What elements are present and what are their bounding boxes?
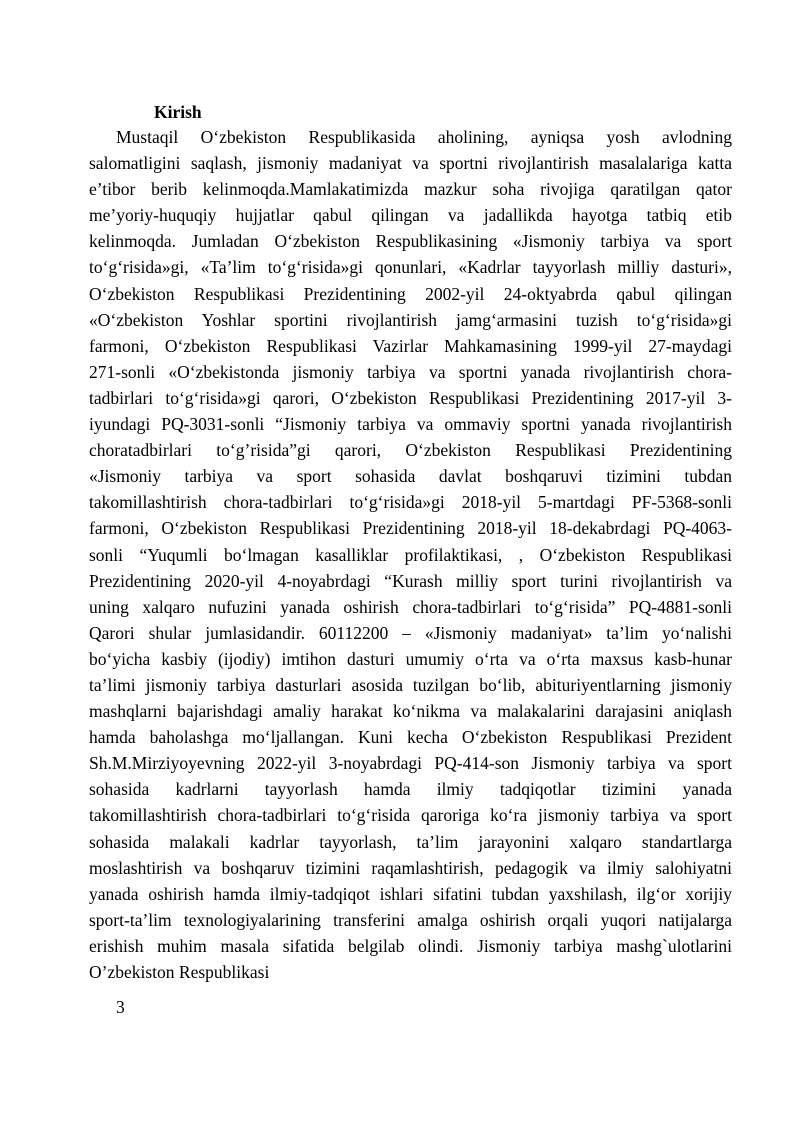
text-line: e’tibor berib kelinmoqda.Mamlakatimizda mazkur soha rivojiga qaratilgan qator bbox=[89, 179, 732, 200]
text-line: yanada oshirish hamda ilmiy-tadqiqot ishlari sifatini tubdan yaxshilash, ilg‘or xorijiy bbox=[89, 883, 732, 904]
text-line: 271-sonli «O‘zbekistonda jismoniy tarbiya va sportni yanada rivojlantirish chora- bbox=[89, 361, 732, 382]
text-line: erishish muhim masala sifatida belgilab olindi. Jismoniy tarbiya mashg`ulotlarini bbox=[89, 935, 732, 956]
text-line: «Jismoniy tarbiya va sport sohasida davlat boshqaruvi tizimini tubdan bbox=[89, 466, 732, 487]
text-line: mashqlarni bajarishdagi amaliy harakat ko‘nikma va malakalarini darajasini aniqlash bbox=[89, 701, 732, 722]
text-line: Qarori shular jumlasidandir. 60112200 – «Jismoniy madaniyat» ta’lim yo‘nalishi bbox=[89, 622, 732, 643]
text-line: ta’limi jismoniy tarbiya dasturlari asosida tuzilgan bo‘lib, abituriyentlarning jismoniy bbox=[89, 674, 732, 695]
text-line: tadbirlari to‘g‘risida»gi qarori, O‘zbekiston Respublikasi Prezidentining 2017-yil 3- bbox=[89, 387, 732, 408]
text-line: sonli “Yuqumli bo‘lmagan kasalliklar profilaktikasi, , O‘zbekiston Respublikasi bbox=[89, 544, 732, 565]
text-line: me’yoriy-huquqiy hujjatlar qabul qilingan va jadallikda hayotga tatbiq etib bbox=[89, 205, 732, 226]
text-line: O‘zbekiston Respublikasi Prezidentining 2002-yil 24-oktyabrda qabul qilingan bbox=[89, 283, 732, 304]
text-line: bo‘yicha kasbiy (ijodiy) imtihon dasturi umumiy o‘rta va o‘rta maxsus kasb-hunar bbox=[89, 648, 732, 669]
text-line: sohasida malakali kadrlar tayyorlash, ta’lim jarayonini xalqaro standartlarga bbox=[89, 831, 732, 852]
text-line: choratadbirlari to‘g’risida”gi qarori, O‘zbekiston Respublikasi Prezidentining bbox=[89, 440, 732, 461]
text-line: kelinmoqda. Jumladan O‘zbekiston Respublikasining «Jismoniy tarbiya va sport bbox=[89, 231, 732, 252]
section-heading: Kirish bbox=[154, 102, 202, 122]
text-line: farmoni, O‘zbekiston Respublikasi Prezidentining 2018-yil 18-dekabrdagi PQ-4063- bbox=[89, 518, 732, 539]
text-line: O’zbekiston Respublikasi bbox=[89, 962, 270, 982]
text-line: hamda baholashga mo‘ljallangan. Kuni kecha O‘zbekiston Respublikasi Prezident bbox=[89, 727, 732, 748]
text-line: sport-ta’lim texnologiyalarining transferini amalga oshirish orqali yuqori natijalarga bbox=[89, 909, 732, 930]
text-line: salomatligini saqlash, jismoniy madaniyat va sportni rivojlantirish masalalariga katta bbox=[89, 153, 732, 174]
text-line: Mustaqil O‘zbekiston Respublikasida aholining, ayniqsa yosh avlodning bbox=[116, 127, 732, 147]
text-line: takomillashtirish chora-tadbirlari to‘g‘risida qaroriga ko‘ra jismoniy tarbiya va sport bbox=[89, 805, 732, 826]
text-line: Prezidentining 2020-yil 4-noyabrdagi “Kurash milliy sport turini rivojlantirish va bbox=[89, 570, 732, 591]
body-paragraph bbox=[89, 124, 732, 985]
text-line: «O‘zbekiston Yoshlar sportini rivojlantirish jamg‘armasini tuzish to‘g‘risida»gi bbox=[89, 309, 732, 330]
text-line: takomillashtirish chora-tadbirlari to‘g‘risida»gi 2018-yil 5-martdagi PF-5368-sonli bbox=[89, 492, 732, 513]
text-line: to‘g‘risida»gi, «Ta’lim to‘g‘risida»gi qonunlari, «Kadrlar tayyorlash milliy dasturi», bbox=[89, 257, 732, 278]
page-number: 3 bbox=[116, 997, 125, 1017]
text-line: iyundagi PQ-3031-sonli “Jismoniy tarbiya va ommaviy sportni yanada rivojlantirish bbox=[89, 414, 732, 435]
text-line: uning xalqaro nufuzini yanada oshirish chora-tadbirlari to‘g‘risida” PQ-4881-sonli bbox=[89, 596, 732, 617]
text-line: farmoni, O‘zbekiston Respublikasi Vazirlar Mahkamasining 1999-yil 27-maydagi bbox=[89, 335, 732, 356]
text-line: sohasida kadrlarni tayyorlash hamda ilmiy tadqiqotlar tizimini yanada bbox=[89, 779, 732, 800]
text-line: moslashtirish va boshqaruv tizimini raqamlashtirish, pedagogik va ilmiy salohiyatni bbox=[89, 857, 732, 878]
text-line: Sh.M.Mirziyoyevning 2022-yil 3-noyabrdagi PQ-414-son Jismoniy tarbiya va sport bbox=[89, 753, 732, 774]
